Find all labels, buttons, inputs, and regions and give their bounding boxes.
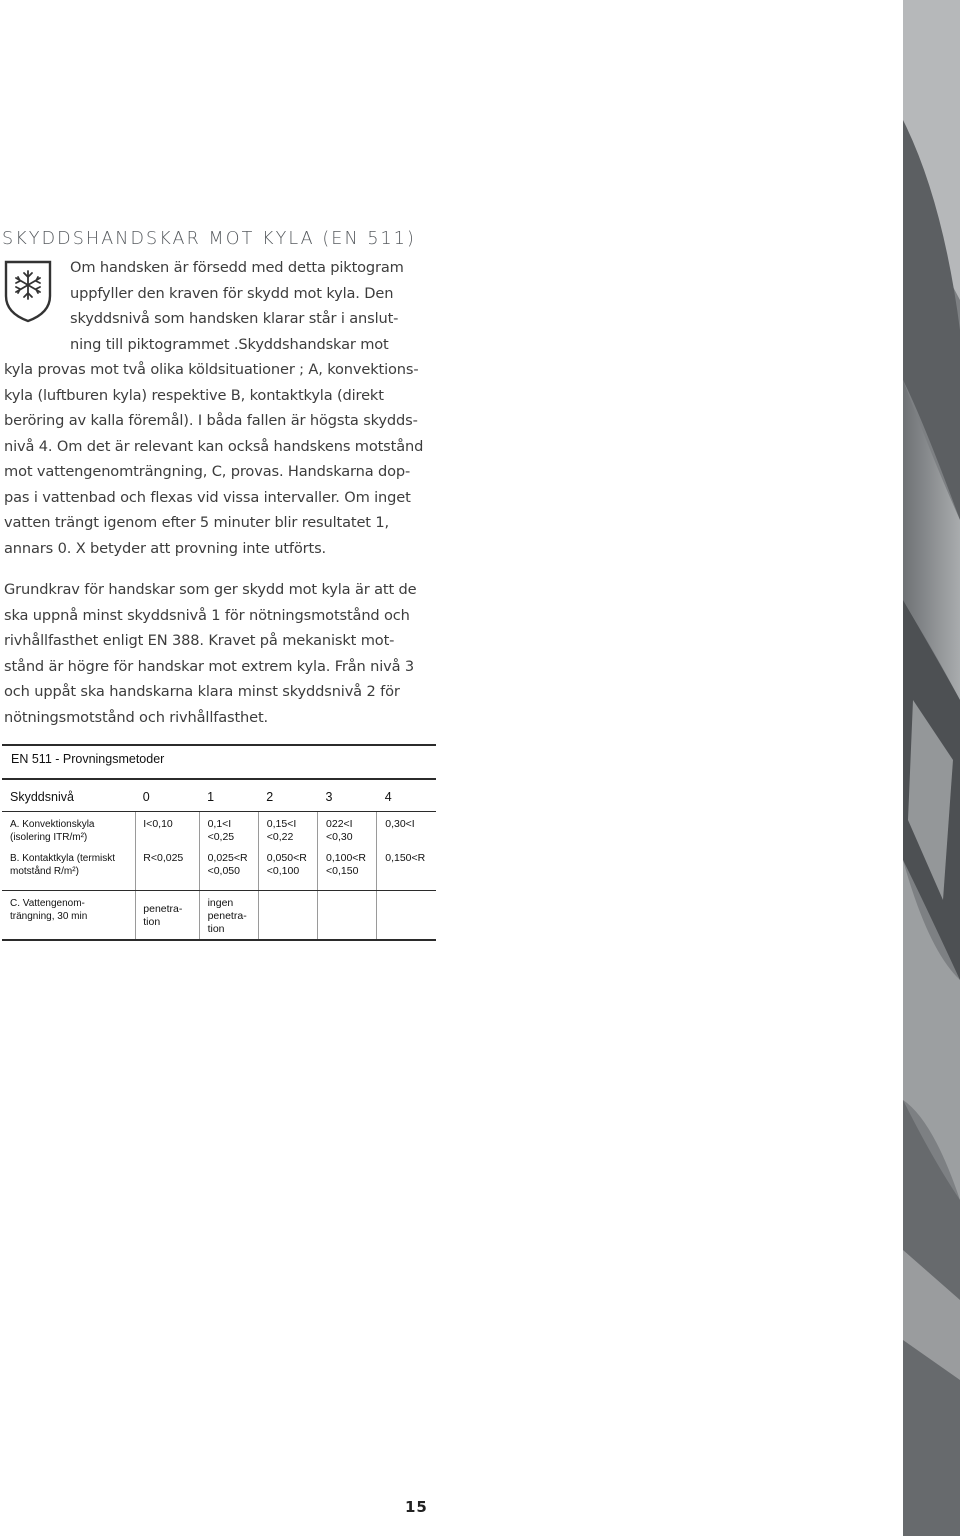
- table-row: [2, 811, 436, 847]
- table-cell: [258, 811, 317, 847]
- cell-line: tion: [207, 922, 225, 935]
- cell-line: <0,100: [266, 865, 300, 877]
- text-line: och uppåt ska handskarna klara minst skyddsnivå 2 för: [4, 683, 400, 700]
- header-cell: 3: [318, 780, 377, 811]
- cell-line: penetra-: [207, 909, 247, 922]
- text-line: ska uppnå minst skyddsnivå 1 för nötningsmotstånd och: [4, 606, 410, 624]
- row-label: [2, 811, 136, 847]
- text-line: nötningsmotstånd och rivhållfasthet.: [4, 708, 269, 726]
- intro-paragraph: [4, 255, 424, 561]
- cell-line: 0,025<R: [207, 852, 248, 864]
- cell-line: <0,150: [326, 865, 359, 877]
- requirements-paragraph: [4, 577, 417, 730]
- text-line: pas i vattenbad och flexas vid vissa intervaller. Om inget: [4, 488, 411, 506]
- header-cell: 0: [136, 780, 199, 811]
- table-cell: [318, 811, 377, 847]
- cell-line: 0,150<R: [385, 852, 426, 864]
- cell-line: 0,100<R: [326, 852, 367, 864]
- cell-line: 022<I: [326, 817, 353, 830]
- test-methods-table: [2, 744, 436, 941]
- cell-line: <0,30: [326, 830, 353, 843]
- cell-line: R<0,025: [143, 852, 184, 864]
- table-cell: [377, 811, 436, 847]
- cell-line: 0,30<I: [385, 817, 415, 830]
- text-line: vatten trängt igenom efter 5 minuter blir resultatet 1,: [4, 514, 389, 531]
- text-line: beröring av kalla föremål). I båda fallen är högsta skydds-: [4, 412, 418, 429]
- row-label-line: (isolering ITR/m²): [10, 831, 88, 843]
- cell-line: 0,15<I: [266, 817, 297, 830]
- table-cell: [258, 890, 317, 940]
- cell-line: penetra-: [143, 902, 183, 915]
- cell-line: 0,1<I: [207, 817, 232, 830]
- header-cell: 2: [258, 780, 317, 811]
- text-line: nivå 4. Om det är relevant kan också handskens motstånd: [4, 437, 424, 455]
- row-label: [2, 890, 136, 940]
- header-cell: Skyddsnivå: [2, 780, 136, 811]
- table-cell: [199, 890, 258, 940]
- table-cell: [199, 811, 258, 847]
- cell-line: <0,050: [207, 865, 240, 877]
- table-header-row: [2, 780, 436, 811]
- row-label-line: motstånd R/m²): [10, 866, 79, 877]
- table-cell: [136, 847, 199, 890]
- row-label-line: B. Kontaktkyla (termiskt: [10, 853, 116, 864]
- table-cell: [136, 811, 199, 847]
- table-title: EN 511 - Provningsmetoder: [11, 752, 165, 766]
- cell-line: 0,050<R: [266, 852, 307, 864]
- cell-line: tion: [143, 915, 161, 928]
- section-heading: SKYDDSHANDSKAR MOT KYLA (EN 511): [2, 229, 416, 249]
- table-cell: [318, 890, 377, 940]
- header-cell: 4: [377, 780, 436, 811]
- text-line: uppfyller den kraven för skydd mot kyla. Den: [70, 284, 394, 302]
- cell-line: I<0,10: [143, 817, 173, 830]
- text-line: annars 0. X betyder att provning inte utförts.: [4, 539, 327, 557]
- table-row: [2, 890, 436, 940]
- text-line: skyddsnivå som handsken klarar står i anslut-: [70, 310, 399, 327]
- table-cell: [199, 847, 258, 890]
- page-number: 15: [405, 1498, 428, 1516]
- header-cell: 1: [199, 780, 258, 811]
- text-line: mot vattengenomträngning, C, provas. Handskarna dop-: [4, 463, 411, 480]
- cell-line: <0,25: [207, 830, 235, 843]
- text-line: ning till piktogrammet .Skyddshandskar mot: [70, 335, 389, 353]
- decorative-side-photo: [903, 0, 960, 1536]
- table-row: [2, 847, 436, 890]
- text-line: stånd är högre för handskar mot extrem kyla. Från nivå 3: [4, 657, 415, 675]
- cell-line: <0,22: [266, 830, 294, 843]
- table-cell: [258, 847, 317, 890]
- row-label-line: A. Konvektionskyla: [10, 818, 95, 830]
- text-line: kyla (luftburen kyla) respektive B, kontaktkyla (direkt: [4, 386, 384, 404]
- cell-line: ingen: [207, 896, 234, 909]
- table-cell: [318, 847, 377, 890]
- text-line: Grundkrav för handskar som ger skydd mot kyla är att de: [4, 581, 417, 598]
- table-cell: [136, 890, 199, 940]
- row-label: [2, 847, 136, 890]
- text-line: kyla provas mot två olika köldsituationer ; A, konvektions-: [4, 361, 419, 378]
- text-line: Om handsken är försedd med detta piktogram: [70, 259, 404, 276]
- row-label-line: trängning, 30 min: [10, 910, 88, 922]
- text-line: rivhållfasthet enligt EN 388. Kravet på mekaniskt mot-: [4, 632, 395, 649]
- table-cell: [377, 847, 436, 890]
- row-label-line: C. Vattengenom-: [10, 897, 85, 909]
- table-cell: [377, 890, 436, 940]
